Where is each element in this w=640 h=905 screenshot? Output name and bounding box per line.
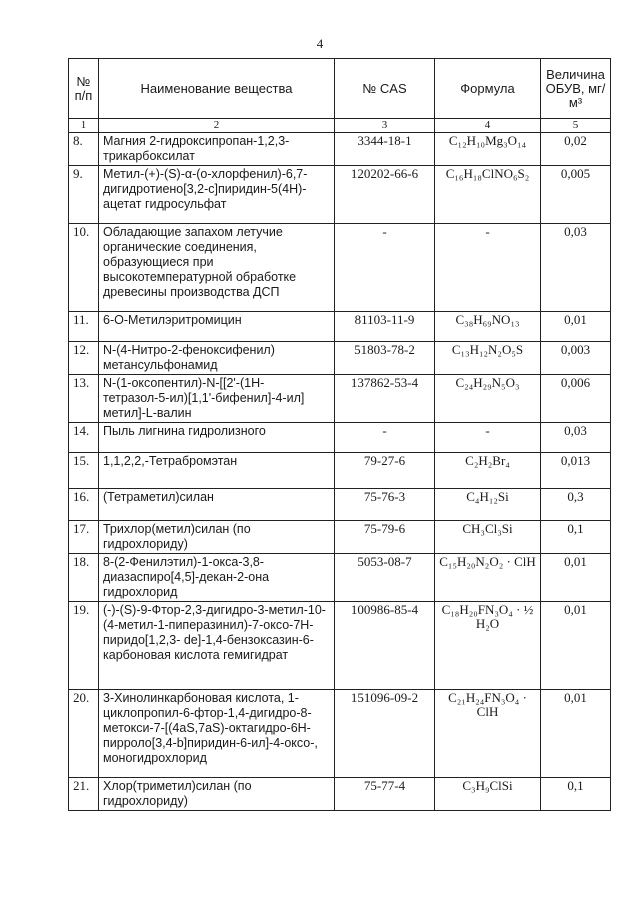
chemical-formula: C₂H₂Br₄ [435, 453, 541, 489]
row-number: 14. [69, 423, 99, 453]
cas-number: 79-27-6 [335, 453, 435, 489]
obuv-value: 0,01 [541, 554, 611, 602]
column-number: 1 [69, 119, 99, 133]
obuv-value: 0,01 [541, 602, 611, 690]
cas-number: 51803-78-2 [335, 342, 435, 375]
obuv-value: 0,1 [541, 521, 611, 554]
cas-number: 151096-09-2 [335, 690, 435, 778]
table-row [69, 521, 611, 554]
column-number: 5 [541, 119, 611, 133]
cas-number: - [335, 423, 435, 453]
obuv-value: 0,03 [541, 423, 611, 453]
table-row [69, 133, 611, 166]
substance-name: Трихлор(метил)силан (по гидрохлориду) [99, 521, 335, 554]
header-cas: № CAS [335, 59, 435, 119]
row-number: 11. [69, 312, 99, 342]
table-row [69, 423, 611, 453]
table-row [69, 453, 611, 489]
page-number: 4 [316, 36, 324, 51]
substance-name: 3-Хинолинкарбоновая кислота, 1-циклопропил-6-фтор-1,4-дигидро-8-метокси-7-[(4aS,7aS)-октагидро-6H-пирроло[3,4-b]пиридин-6-ил]-4-оксо-, моногидрохлорид [99, 690, 335, 778]
row-number: 16. [69, 489, 99, 521]
row-number: 15. [69, 453, 99, 489]
chemical-formula: C₃H₉ClSi [435, 778, 541, 811]
obuv-value: 0,013 [541, 453, 611, 489]
cas-number: 75-79-6 [335, 521, 435, 554]
obuv-value: 0,006 [541, 375, 611, 423]
obuv-value: 0,1 [541, 778, 611, 811]
obuv-value: 0,003 [541, 342, 611, 375]
column-number-row [69, 119, 611, 133]
substance-name: Магния 2-гидроксипропан-1,2,3-трикарбоксилат [99, 133, 335, 166]
table-row [69, 602, 611, 690]
column-number: 4 [435, 119, 541, 133]
cas-number: 75-77-4 [335, 778, 435, 811]
cas-number: 100986-85-4 [335, 602, 435, 690]
obuv-value: 0,3 [541, 489, 611, 521]
table-row [69, 778, 611, 811]
substance-name: Хлор(триметил)силан (по гидрохлориду) [99, 778, 335, 811]
header-value: Величина ОБУВ, мг/м³ [541, 59, 611, 119]
cas-number: 75-76-3 [335, 489, 435, 521]
row-number: 17. [69, 521, 99, 554]
column-number: 3 [335, 119, 435, 133]
table-body [69, 133, 611, 811]
table-row [69, 342, 611, 375]
row-number: 20. [69, 690, 99, 778]
header-num: № п/п [69, 59, 99, 119]
header-formula: Формула [435, 59, 541, 119]
row-number: 12. [69, 342, 99, 375]
chemical-formula: C₃₈H₆₉NO₁₃ [435, 312, 541, 342]
chemical-formula: - [435, 224, 541, 312]
header-row [69, 59, 611, 119]
chemical-formula: C₄H₁₂Si [435, 489, 541, 521]
chemical-formula: C₁₆H₁₈ClNO₆S₂ [435, 166, 541, 224]
obuv-value: 0,02 [541, 133, 611, 166]
cas-number: - [335, 224, 435, 312]
chemical-formula: C₁₃H₁₂N₂O₅S [435, 342, 541, 375]
cas-number: 120202-66-6 [335, 166, 435, 224]
table-row [69, 375, 611, 423]
table-row [69, 554, 611, 602]
chemical-formula: C₂₄H₂₉N₅O₃ [435, 375, 541, 423]
table-row [69, 489, 611, 521]
substance-name: Метил-(+)-(S)-α-(о-хлорфенил)-6,7-дигидротиено[3,2-c]пиридин-5(4H)-ацетат гидросульфат [99, 166, 335, 224]
chemical-formula: CH₃Cl₃Si [435, 521, 541, 554]
column-number: 2 [99, 119, 335, 133]
table-row [69, 224, 611, 312]
table-row [69, 312, 611, 342]
row-number: 8. [69, 133, 99, 166]
substance-name: (-)-(S)-9-Фтор-2,3-дигидро-3-метил-10-(4-метил-1-пиперазинил)-7-оксо-7H-пиридо[1,2,3- de]-1,4-бензоксазин-6-карбоновая кислота гемигидрат [99, 602, 335, 690]
chemical-formula: C₁₅H₂₀N₂O₂ · ClH [435, 554, 541, 602]
table-row [69, 690, 611, 778]
chemical-formula: - [435, 423, 541, 453]
row-number: 18. [69, 554, 99, 602]
substances-table [68, 58, 611, 811]
row-number: 19. [69, 602, 99, 690]
cas-number: 3344-18-1 [335, 133, 435, 166]
cas-number: 81103-11-9 [335, 312, 435, 342]
substance-name: 1,1,2,2,-Тетрабромэтан [99, 453, 335, 489]
substance-name: N-(1-оксопентил)-N-[[2'-(1H-тетразол-5-ил)[1,1'-бифенил]-4-ил] метил]-L-валин [99, 375, 335, 423]
header-name: Наименование вещества [99, 59, 335, 119]
substance-name: N-(4-Нитро-2-феноксифенил) метансульфонамид [99, 342, 335, 375]
substance-name: 8-(2-Фенилэтил)-1-окса-3,8-диазаспиро[4,5]-декан-2-она гидрохлорид [99, 554, 335, 602]
row-number: 9. [69, 166, 99, 224]
substance-name: Пыль лигнина гидролизного [99, 423, 335, 453]
row-number: 13. [69, 375, 99, 423]
cas-number: 5053-08-7 [335, 554, 435, 602]
chemical-formula: C₁₂H₁₀Mg₃O₁₄ [435, 133, 541, 166]
chemical-formula: C₁₈H₂₀FN₃O₄ · ½ H₂O [435, 602, 541, 690]
chemical-formula: C₂₁H₂₄FN₃O₄ · ClH [435, 690, 541, 778]
row-number: 21. [69, 778, 99, 811]
obuv-value: 0,01 [541, 690, 611, 778]
table-row [69, 166, 611, 224]
substance-name: Обладающие запахом летучие органические соединения, образующиеся при высокотемпературной обработке древесины производства ДСП [99, 224, 335, 312]
substance-name: (Тетраметил)силан [99, 489, 335, 521]
row-number: 10. [69, 224, 99, 312]
obuv-value: 0,03 [541, 224, 611, 312]
obuv-value: 0,01 [541, 312, 611, 342]
substance-name: 6-O-Метилэритромицин [99, 312, 335, 342]
cas-number: 137862-53-4 [335, 375, 435, 423]
obuv-value: 0,005 [541, 166, 611, 224]
